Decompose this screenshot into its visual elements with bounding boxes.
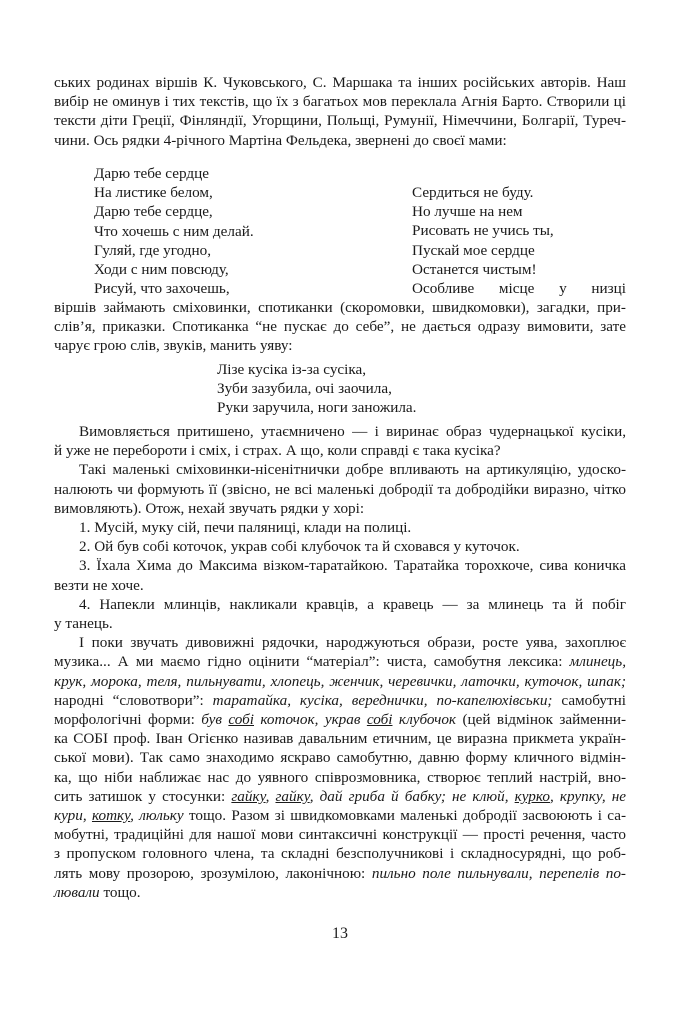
- text-line: [54, 883, 626, 902]
- intro-line: ських родинах віршів К. Чуковського, С. Маршака та інших російських авторів. Наш: [54, 74, 626, 91]
- choir-item: 2. Ой був собі коточок, украв собі клубочок та й сховався у куточок.: [79, 538, 520, 556]
- italic-example: лювали: [54, 883, 100, 901]
- intro-line: вибір не оминув і тих текстів, що їх з багатьох мов переклала Агнія Барто. Створили ці: [54, 93, 626, 111]
- poem-line: Гуляй, где угодно,: [94, 241, 211, 259]
- text-run: (цей відмінок займенни-: [456, 711, 627, 729]
- text-run: народні “словотвори”:: [54, 691, 213, 709]
- text-line: [54, 806, 626, 825]
- text-line: й уже не перебороти і сміх, і страх. А що, коли справді є така кусіка?: [54, 442, 501, 460]
- intro-line: тексти діти Греції, Фінляндії, Угорщини, Польщі, Румунії, Німеччини, Болгарії, Туреч-: [54, 112, 626, 130]
- verse-line: Руки заручила, ноги заножила.: [217, 399, 417, 417]
- text-line: Такі маленькі сміховинки-нісенітнички добре впливають на артикуляцію, удоско-: [79, 461, 626, 479]
- intro-paragraph: [54, 73, 626, 150]
- text-line: [54, 691, 626, 710]
- italic-example: крук, морока, теля, пильнувати, хлопець, женчик, черевички, латочки, куточок, шпак;: [54, 672, 626, 690]
- text-run: , дай гриба й бабку; не клюй,: [309, 787, 515, 805]
- text-line: І поки звучать дивовижні рядочки, народжуються образи, росте уява, захоплює: [79, 634, 626, 652]
- italic-example: млинець,: [569, 653, 626, 671]
- text-run: тощо.: [99, 883, 141, 901]
- text-line: ка, що ніби наближає нас до уявного співрозмовника, створює теплий настрій, вно-: [54, 768, 626, 786]
- verse-line: Зуби зазубила, очі заочила,: [217, 380, 392, 398]
- poem-line: Сердиться не буду.: [412, 184, 534, 201]
- text-line: чарує грою слів, звуків, манить уяву:: [54, 337, 293, 355]
- text-run: кури,: [54, 807, 92, 825]
- text-run: сить затишок у стосунки:: [54, 787, 232, 805]
- text-line: [54, 710, 626, 729]
- text-run: лять мову прозорою, зрозумілою, лаконічною:: [54, 864, 372, 882]
- choir-item: 3. Їхала Хима до Максима візком-таратайкою. Таратайка торохкоче, сива коничка: [79, 557, 626, 575]
- italic-example: пильно поле пильнували, перепелів по-: [371, 864, 626, 882]
- poem-right-column: [412, 183, 626, 298]
- italic-example: [54, 807, 184, 824]
- italic-example: [201, 711, 456, 728]
- underlined-word: котку: [91, 807, 131, 825]
- verse-line: Лізе кусіка із-за сусіка,: [217, 361, 367, 378]
- text-line: з пропуском головного члена, та складні безсполучникові і складносурядні, що роб-: [54, 845, 626, 863]
- poem-line: Рисуй, что захочешь,: [94, 280, 230, 298]
- text-line: Вимовляється притишено, утаємничено — і виринає образ чудернацької кусіки,: [79, 423, 626, 440]
- italic-example: [231, 788, 626, 805]
- underlined-word: собі: [228, 711, 254, 729]
- text-line: вимовляють). Отож, нехай звучать рядки у хорі:: [54, 499, 365, 517]
- text-line: віршів займають сміховинки, спотиканки (скоромовки, швидкомовки), загадки, при-: [54, 299, 626, 316]
- poem-line: Пускай мое сердце: [412, 241, 535, 259]
- text-run: ,: [265, 787, 276, 805]
- text-line: [54, 864, 626, 883]
- text-line: [54, 787, 626, 806]
- page-number: 13: [332, 925, 348, 942]
- text-line: ка СОБІ проф. Іван Огієнко називав давальним етичним, це виразна прикмета україн-: [54, 730, 626, 748]
- text-run: тощо. Разом зі швидкомовками маленькі добродії засвоюють і са-: [183, 807, 626, 825]
- text-line: [54, 672, 626, 691]
- poem-line: Дарю тебе сердце: [94, 165, 209, 182]
- poem-line: Но лучше на нем: [412, 203, 523, 221]
- tongue-twister-verse: [217, 360, 416, 418]
- tongue-twister-intro-paragraph: [54, 298, 626, 356]
- text-run: самобутні: [552, 691, 626, 709]
- text-line: ської мови). Так само знаходимо яскраво самобутню, давню форму кличного відмін-: [54, 749, 626, 767]
- text-run: , крупку, не: [550, 787, 626, 805]
- italic-example: таратайка, кусіка, вереднички, по-капелюхівськи;: [212, 691, 553, 709]
- choir-item: 4. Напекли млинців, накликали кравців, а кравець — за млинець та й побіг: [79, 595, 626, 613]
- underlined-word: гайку: [231, 787, 266, 805]
- poem-line: На листике белом,: [94, 184, 213, 202]
- intro-line: чини. Ось рядки 4-річного Мартіна Фельдека, звернені до своєї мами:: [54, 131, 507, 149]
- text-run: був: [201, 711, 229, 729]
- text-run: музика... А ми маємо гідно оцінити “матеріал”: чиста, самобутня лексика:: [54, 653, 570, 671]
- body-text: [54, 422, 626, 902]
- text-line: мобутні, традиційні для нашої мови синтаксичні конструкції — прості речення, часто: [54, 826, 626, 844]
- text-line: [54, 652, 626, 671]
- underlined-word: гайку: [275, 787, 310, 805]
- poem-line: Рисовать не учись ты,: [412, 222, 554, 240]
- poem-line: Останется чистым!: [412, 260, 537, 278]
- underlined-word: курко: [514, 787, 550, 805]
- text-line: слів’я, приказки. Спотиканка “не пускає до себе”, не дається одразу вимовити, зате: [54, 318, 626, 336]
- text-run: клубочок: [392, 711, 457, 729]
- text-line: налюють чи формують її (звісно, не всі маленькі добродії та добродійки виразно, чітко: [54, 480, 626, 498]
- choir-item-continuation: у танець.: [54, 615, 113, 633]
- choir-item: 1. Мусій, муку сій, печи паляниці, клади на полиці.: [79, 519, 412, 537]
- underlined-word: собі: [366, 711, 393, 729]
- text-run: коточок, украв: [254, 711, 367, 729]
- poem-continuation-line: Особливе місце у низці: [412, 280, 626, 298]
- poem-line: Что хочешь с ним делай.: [94, 222, 254, 240]
- poem-line: Ходи с ним повсюду,: [94, 261, 229, 279]
- choir-item-continuation: везти не хоче.: [54, 576, 144, 594]
- text-run: морфологічні форми:: [54, 711, 202, 729]
- poem-line: Дарю тебе сердце,: [94, 203, 213, 221]
- text-run: , люльку: [130, 807, 184, 825]
- poem-left-column: [94, 164, 254, 298]
